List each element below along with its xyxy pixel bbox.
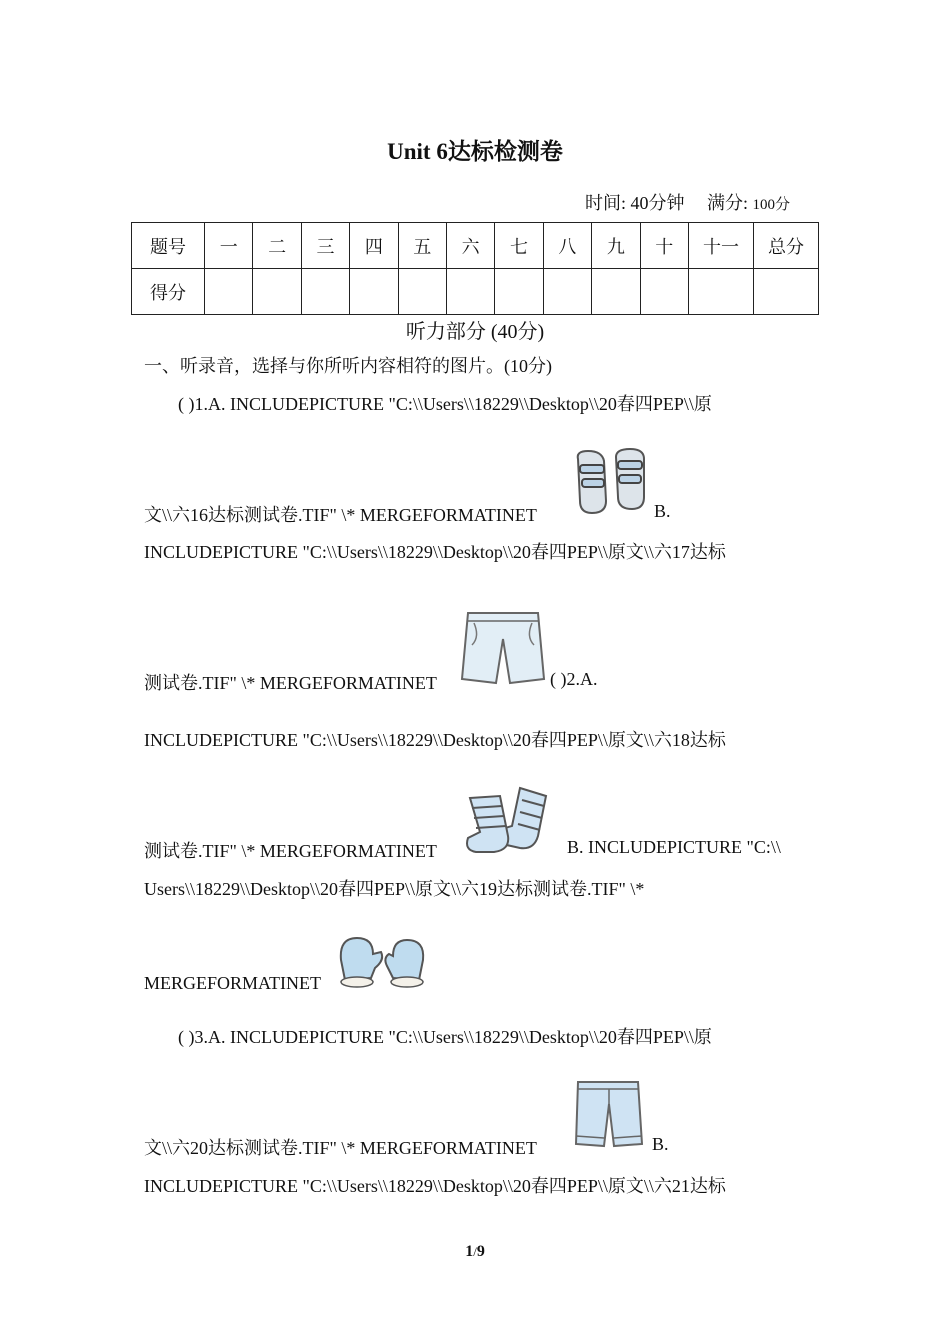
page-number (0, 1243, 950, 1261)
header-cell: 题号 (132, 223, 205, 269)
question-2-line: INCLUDEPICTURE "C:\\Users\\18229\\Desktop\\20春四PEP\\原文\\六18达标 (144, 730, 726, 750)
question-2-label: ( )2.A. (550, 669, 598, 689)
header-cell: 八 (543, 223, 591, 269)
question-3-option-b-line: INCLUDEPICTURE "C:\\Users\\18229\\Desktop\\20春四PEP\\原文\\六21达标 (144, 1176, 726, 1196)
header-cell: 十 (640, 223, 688, 269)
socks-icon (462, 784, 552, 856)
header-cell: 七 (495, 223, 543, 269)
question-1-option-b-line: 测试卷.TIF" \* MERGEFORMATINET (144, 673, 437, 693)
score-cell[interactable] (205, 269, 253, 315)
sandals-icon (572, 447, 652, 517)
page-title: Unit 6达标检测卷 (387, 139, 563, 164)
score-cell[interactable] (640, 269, 688, 315)
score-cell[interactable] (754, 269, 819, 315)
section-title: 听力部分 (40分) (405, 321, 545, 343)
shorts-icon (460, 609, 546, 687)
header-cell: 二 (253, 223, 301, 269)
score-cell[interactable] (592, 269, 640, 315)
option-b-label: B. (652, 1134, 669, 1154)
current-page: 1 (465, 1243, 474, 1260)
header-cell: 十一 (689, 223, 754, 269)
question-1-option-b-line: INCLUDEPICTURE "C:\\Users\\18229\\Desktop\\20春四PEP\\原文\\六17达标 (144, 542, 726, 562)
score-cell[interactable] (301, 269, 349, 315)
full-score-value: 100分 (752, 197, 791, 213)
question-3-line: 文\\六20达标测试卷.TIF" \* MERGEFORMATINET (144, 1138, 537, 1158)
header-cell: 九 (592, 223, 640, 269)
option-b-label: B. (654, 501, 671, 521)
mittens-icon (335, 934, 431, 990)
total-pages: 9 (476, 1243, 485, 1260)
page-separator: / (473, 1244, 477, 1259)
score-cell[interactable] (350, 269, 398, 315)
score-table-score-row (132, 269, 819, 315)
question-2-option-b-line: MERGEFORMATINET (144, 973, 322, 993)
score-cell[interactable] (689, 269, 754, 315)
header-cell: 三 (301, 223, 349, 269)
score-table-header-row (132, 223, 819, 269)
score-cell[interactable] (543, 269, 591, 315)
header-cell: 四 (350, 223, 398, 269)
question-1-line: ( )1.A. INCLUDEPICTURE "C:\\Users\\18229\\Desktop\\20春四PEP\\原 (178, 394, 712, 414)
question-2-line: 测试卷.TIF" \* MERGEFORMATINET (144, 841, 437, 861)
score-cell[interactable] (495, 269, 543, 315)
score-cell[interactable] (398, 269, 446, 315)
question-2-option-b-line: B. INCLUDEPICTURE "C:\\ (567, 837, 781, 857)
full-score-label: 满分: (707, 193, 749, 213)
time-limit: 时间: 40分钟 (585, 193, 685, 213)
header-cell: 总分 (754, 223, 819, 269)
question-1-line: 文\\六16达标测试卷.TIF" \* MERGEFORMATINET (144, 505, 537, 525)
header-cell: 一 (205, 223, 253, 269)
header-cell: 五 (398, 223, 446, 269)
score-cell[interactable] (446, 269, 494, 315)
row-label-cell: 得分 (132, 269, 205, 315)
part1-instruction: 一、听录音，选择与你所听内容相符的图片。(10分) (144, 356, 552, 376)
exam-meta (585, 189, 790, 215)
header-cell: 六 (446, 223, 494, 269)
question-3-line: ( )3.A. INCLUDEPICTURE "C:\\Users\\18229\\Desktop\\20春四PEP\\原 (178, 1027, 712, 1047)
jeans-shorts-icon (572, 1078, 646, 1152)
score-table (131, 222, 819, 315)
score-cell[interactable] (253, 269, 301, 315)
question-2-option-b-line: Users\\18229\\Desktop\\20春四PEP\\原文\\六19达标测试卷.TIF" \* (144, 879, 645, 899)
